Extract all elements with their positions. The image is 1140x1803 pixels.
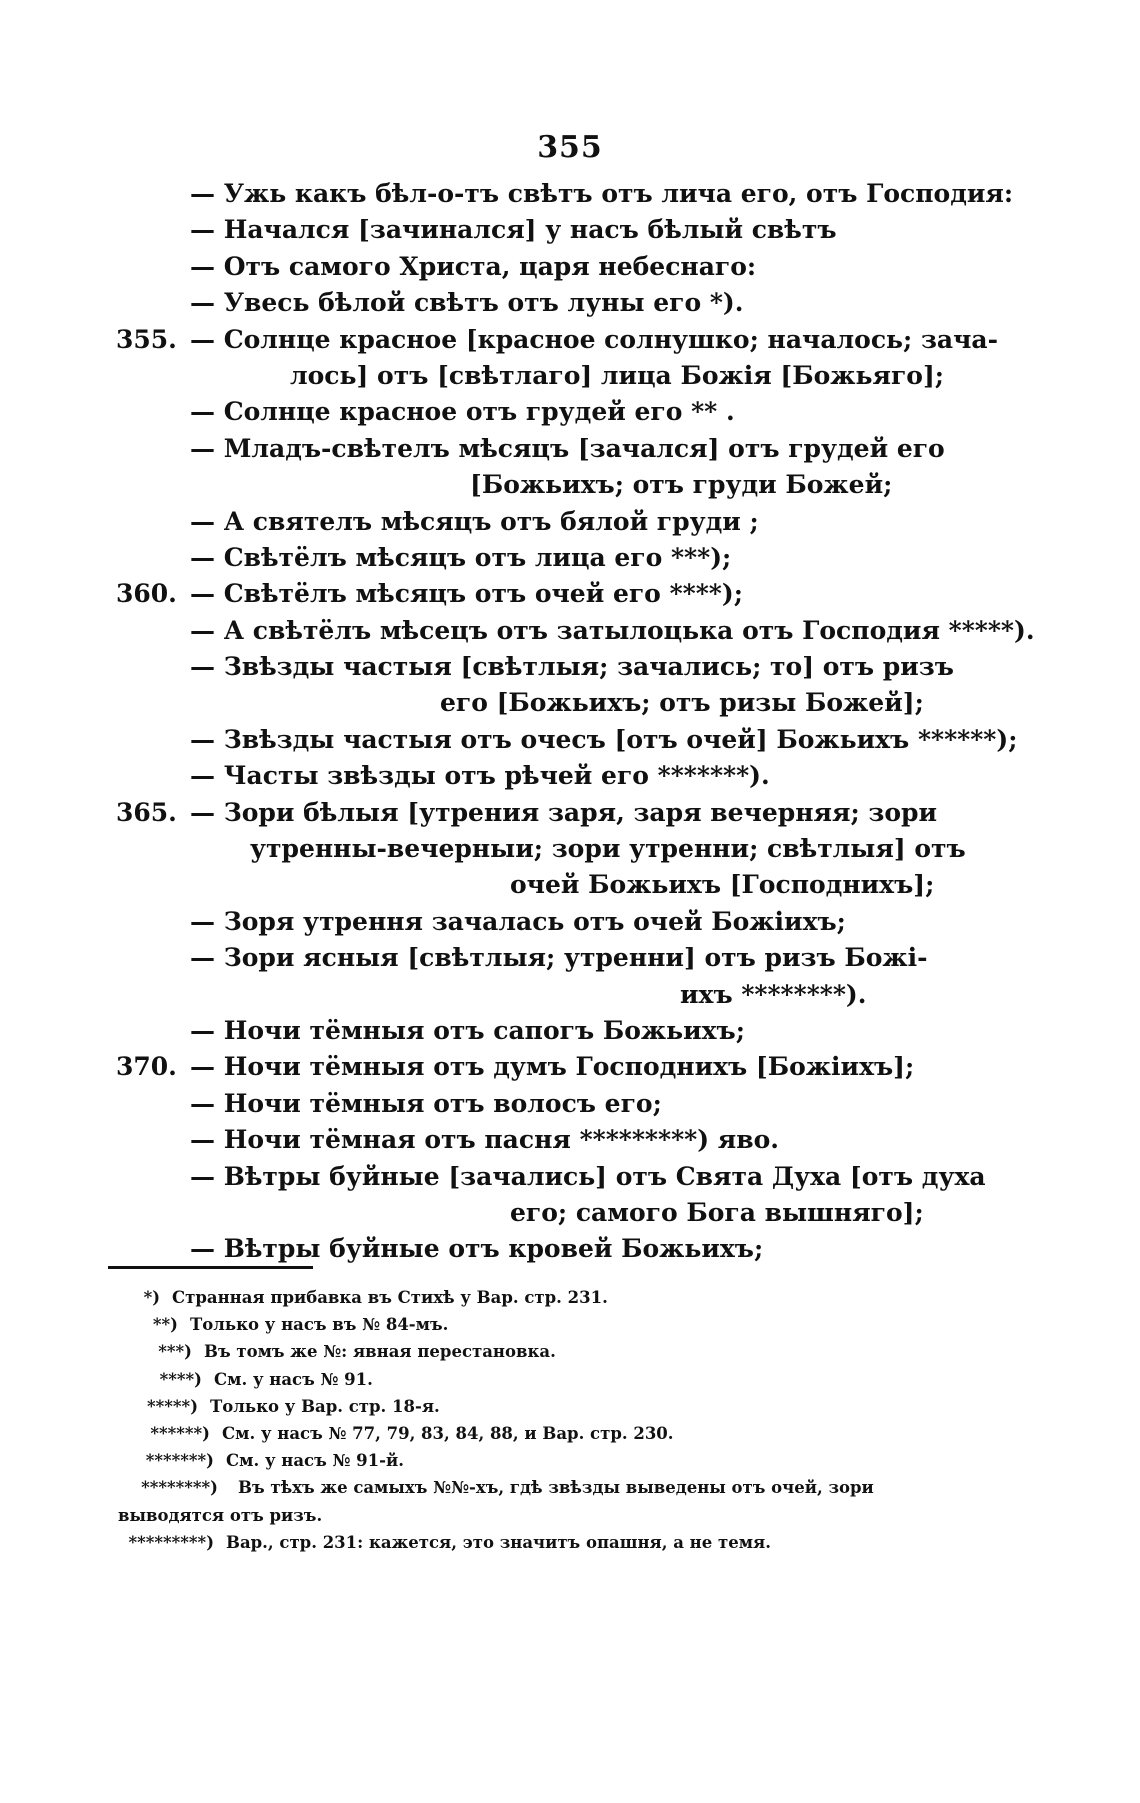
verse-line [0, 1231, 1140, 1267]
verse-line [0, 1159, 1140, 1195]
verse-line [0, 977, 1140, 1013]
footnote [0, 1393, 1140, 1420]
verse-line [0, 722, 1140, 758]
verse-text: — А свѣтёлъ мѣсецъ отъ затылоцька отъ Господия *****). [190, 615, 1035, 645]
footnote-text: Только у Вар. стр. 18-я. [210, 1396, 440, 1416]
footnote-text: Вар., стр. 231: кажется, это значитъ опашня, а не темя. [226, 1532, 771, 1552]
verse-text: ихъ ********). [680, 979, 867, 1009]
verse-text: — Звѣзды частыя [свѣтлыя; зачались; то] отъ ризъ [190, 652, 954, 682]
footnote-text: Въ томъ же №: явная перестановка. [204, 1342, 556, 1362]
verse-text: — Ночи тёмныя отъ сапогъ Божьихъ; [190, 1015, 745, 1045]
verse-line [0, 285, 1140, 321]
footnote-text: См. у насъ № 77, 79, 83, 84, 88, и Вар. стр. 230. [222, 1423, 674, 1443]
verse-text: — Ночи тёмныя отъ думъ Господнихъ [Божіихъ]; [190, 1052, 915, 1082]
footnote-mark: **) [152, 1315, 178, 1335]
verse-number: 360. [116, 579, 177, 609]
verse-line [0, 613, 1140, 649]
verse-line [0, 758, 1140, 794]
verse-text: — А святелъ мѣсяцъ отъ бялой груди ; [190, 506, 759, 536]
verse-line [0, 1086, 1140, 1122]
verse-text: — Младъ-свѣтелъ мѣсяцъ [зачался] отъ грудей его [190, 433, 945, 463]
verse-number: 370. [116, 1052, 177, 1082]
verse-text: — Вѣтры буйные отъ кровей Божьихъ; [190, 1234, 764, 1264]
verse-line [0, 867, 1140, 903]
footnote [0, 1420, 1140, 1447]
verse-line [0, 831, 1140, 867]
footnote-text: См. у насъ № 91-й. [226, 1451, 404, 1471]
verse-line [0, 1122, 1140, 1158]
footnote [0, 1338, 1140, 1365]
verse-text: — Ночи тёмная отъ пасня *********) яво. [190, 1125, 779, 1155]
verse-text: — Солнце красное отъ грудей его ** . [190, 397, 735, 427]
footnote [0, 1474, 1140, 1501]
verse-line [0, 1049, 1140, 1085]
verse-text: — Свѣтёлъ мѣсяцъ отъ лица его ***); [190, 542, 732, 572]
footnote-text: Въ тѣхъ же самыхъ №№-хъ, гдѣ звѣзды выведены отъ очей, зори [238, 1478, 874, 1498]
verse-text: его [Божьихъ; отъ ризы Божей]; [440, 688, 924, 718]
footnote-separator [108, 1266, 313, 1269]
verse-number: 355. [116, 324, 177, 354]
verse-line [0, 504, 1140, 540]
verse-text: — Часты звѣзды отъ рѣчей его *******). [190, 761, 770, 791]
verse-line [0, 685, 1140, 721]
footnotes-block [0, 1284, 1140, 1556]
verse-text: — Зори бѣлыя [утрения заря, заря вечерняя; зори [190, 797, 938, 827]
verse-block [0, 176, 1140, 1268]
verse-text: его; самого Бога вышняго]; [510, 1197, 924, 1227]
verse-line [0, 795, 1140, 831]
verse-text: — Свѣтёлъ мѣсяцъ отъ очей его ****); [190, 579, 743, 609]
footnote [0, 1366, 1140, 1393]
verse-text: — Звѣзды частыя отъ очесъ [отъ очей] Божьихъ ******); [190, 724, 1018, 754]
verse-line [0, 467, 1140, 503]
footnote-mark: ***) [158, 1342, 192, 1362]
footnote [0, 1447, 1140, 1474]
verse-text: — Зори ясныя [свѣтлыя; утренни] отъ ризъ Божі- [190, 943, 928, 973]
verse-line [0, 1013, 1140, 1049]
verse-line [0, 322, 1140, 358]
footnote [0, 1502, 1140, 1529]
page-number: 355 [537, 130, 603, 165]
verse-text: — Начался [зачинался] у насъ бѣлый свѣтъ [190, 215, 837, 245]
verse-text: — Солнце красное [красное солнушко; началось; зача- [190, 324, 998, 354]
verse-text: — Вѣтры буйные [зачались] отъ Свята Духа [отъ духа [190, 1161, 986, 1191]
verse-line [0, 249, 1140, 285]
footnote-mark: ********) [141, 1478, 218, 1498]
footnote-mark: *) [143, 1288, 160, 1307]
footnote-text: выводятся отъ ризъ. [118, 1505, 323, 1525]
footnote [0, 1529, 1140, 1556]
verse-text: лось] отъ [свѣтлаго] лица Божія [Божьяго]; [290, 360, 945, 390]
verse-line [0, 540, 1140, 576]
footnote-mark: *******) [145, 1451, 214, 1471]
footnote-text: Только у насъ въ № 84-мъ. [190, 1315, 449, 1335]
verse-line [0, 394, 1140, 430]
footnote-mark: *********) [128, 1532, 214, 1552]
footnote-text: Странная прибавка въ Стихѣ у Вар. стр. 231. [172, 1288, 608, 1307]
verse-line [0, 1195, 1140, 1231]
verse-line [0, 212, 1140, 248]
verse-line [0, 358, 1140, 394]
verse-text: — Зоря утрення зачалась отъ очей Божіихъ; [190, 906, 846, 936]
verse-number: 365. [116, 797, 177, 827]
verse-text: очей Божьихъ [Господнихъ]; [510, 870, 935, 900]
footnote-text: См. у насъ № 91. [214, 1369, 373, 1389]
verse-line [0, 649, 1140, 685]
footnote [0, 1311, 1140, 1338]
verse-line [0, 904, 1140, 940]
verse-line [0, 176, 1140, 212]
verse-text: [Божьихъ; отъ груди Божей; [470, 470, 893, 500]
footnote-mark: ****) [159, 1369, 202, 1389]
verse-text: — Отъ самого Христа, царя небеснаго: [190, 251, 757, 281]
footnote [0, 1284, 1140, 1311]
verse-text: — Ночи тёмныя отъ волосъ его; [190, 1088, 662, 1118]
verse-line [0, 431, 1140, 467]
verse-text: — Увесь бѣлой свѣтъ отъ луны его *). [190, 288, 744, 318]
footnote-mark: *****) [147, 1396, 198, 1416]
footnote-mark: ******) [150, 1423, 210, 1443]
verse-line [0, 576, 1140, 612]
verse-line [0, 940, 1140, 976]
verse-text: — Ужь какъ бѣл-о-тъ свѣтъ отъ лича его, отъ Господия: [190, 179, 1014, 208]
verse-text: утренны-вечерныи; зори утренни; свѣтлыя] отъ [250, 834, 966, 864]
